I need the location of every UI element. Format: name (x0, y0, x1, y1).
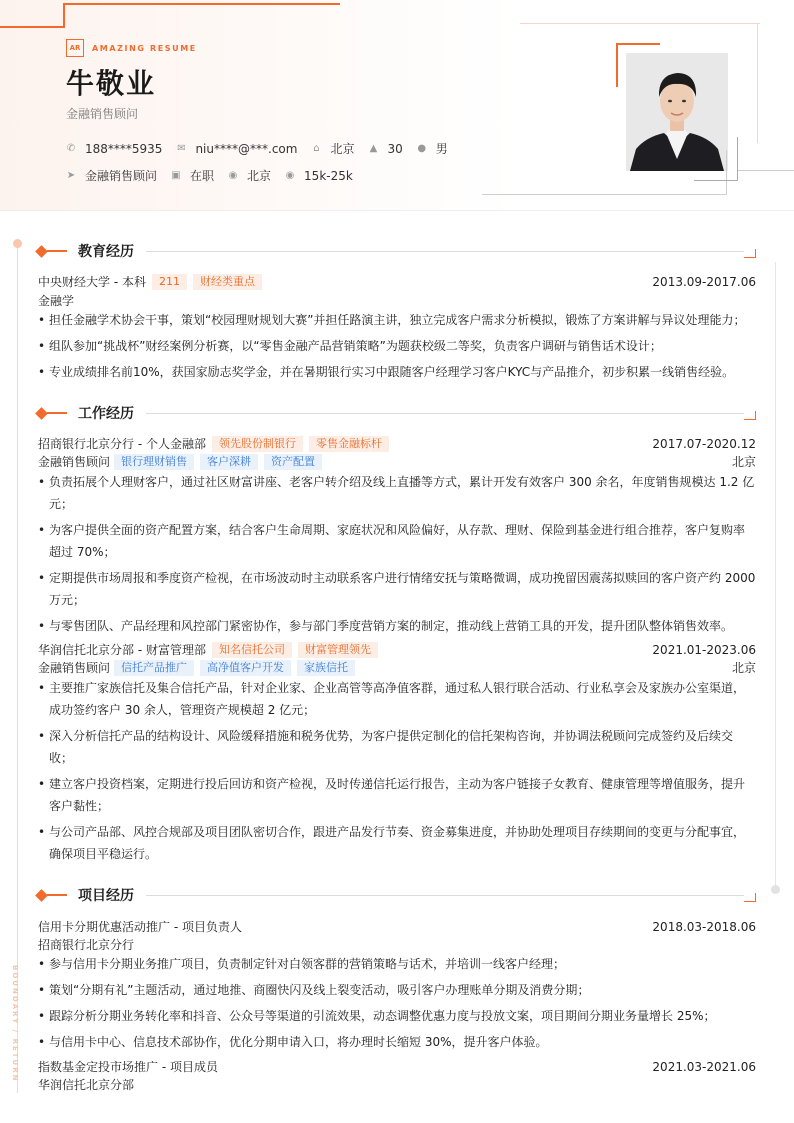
email-value: niu****@***.com (195, 141, 298, 156)
home-icon: ⌂ (313, 143, 320, 154)
company-name: 招商银行北京分行 - 个人金融部 (38, 437, 206, 451)
section-divider (146, 895, 744, 896)
role-name: 金融销售顾问 (38, 661, 111, 675)
title-dash (47, 250, 67, 252)
list-item (38, 677, 756, 721)
role-tag: 家族信托 (297, 660, 355, 676)
resume-header (0, 0, 794, 211)
side-watermark-text: BOUNDARY / RETURN (11, 965, 19, 1083)
phone-value: 188****5935 (85, 141, 163, 156)
age-value: 30 (387, 141, 403, 156)
work-entry-header (38, 641, 756, 658)
work-role-row (38, 453, 756, 470)
list-item-text: 万元； (49, 593, 86, 607)
work-section-title (37, 405, 756, 421)
work-period: 2017.07-2020.12 (652, 436, 756, 451)
location-icon: ◉ (228, 170, 238, 181)
project-org-row (38, 936, 756, 953)
title-dash (47, 894, 67, 896)
role-tag: 信托产品推广 (114, 660, 194, 676)
role-tag: 资产配置 (264, 454, 322, 470)
list-item (38, 615, 756, 637)
list-item: • 专业成绩排名前10%，获国家励志奖学金，并在暑期银行实习中跟随客户经理学习客户KYC与产品推介，初步积累一线销售经验。 (38, 361, 756, 383)
corner-bracket-icon (744, 893, 756, 902)
gender-icon: ● (417, 143, 427, 154)
company-tag: 领先股份制银行 (212, 436, 303, 452)
section-heading: 教育经历 (78, 244, 134, 260)
mail-icon: ✉ (177, 143, 186, 154)
education-period: 2013.09-2017.06 (652, 274, 756, 289)
school-name: 中央财经大学 - 本科 (38, 275, 146, 289)
diamond-icon (35, 889, 48, 902)
section-heading: 项目经历 (78, 888, 134, 904)
education-section-title (37, 243, 756, 259)
role-tag: 高净值客户开发 (200, 660, 291, 676)
role-name: 金融销售顾问 (38, 455, 111, 469)
corner-bracket-icon (744, 249, 756, 258)
list-item-text: 定期提供市场周报和季度资产检视，在市场波动时主动联系客户进行情绪安抚与策略微调，成功挽留因震荡拟赎回的客户资产约 2000 (49, 571, 756, 585)
gender-value: 男 (435, 142, 448, 156)
project-name: 信用卡分期优惠活动推广 - 项目负责人 (38, 920, 242, 934)
project-section-title (37, 887, 756, 903)
role-tag: 客户深耕 (200, 454, 258, 470)
title-dash (47, 412, 67, 414)
intent-city: 北京 (247, 169, 272, 183)
frame-decoration (738, 170, 794, 171)
money-icon: ◉ (285, 170, 295, 181)
project-entry-header (38, 1058, 756, 1075)
list-item-text: 与公司产品部、风控合规部及项目团队密切合作，跟进产品发行节奏、资金募集进度，并协助处理项目存续期间的变更与分配事宜， (49, 825, 746, 839)
project-org: 招商银行北京分行 (38, 938, 135, 952)
list-item (38, 519, 756, 563)
diamond-icon (35, 407, 48, 420)
company-tag: 知名信托公司 (212, 642, 292, 658)
timeline-dot (13, 239, 22, 248)
frame-decoration (482, 194, 726, 195)
project-name: 指数基金定投市场推广 - 项目成员 (38, 1060, 218, 1074)
work-entry-header (38, 435, 756, 452)
company-tag: 财富管理领先 (298, 642, 378, 658)
brand-logo (66, 39, 197, 57)
school-tag: 财经类重点 (193, 274, 262, 290)
list-item-text: 成功签约客户 30 余人，管理资产规模超 2 亿元； (49, 703, 316, 717)
birthday-icon: ▲ (369, 143, 378, 154)
intent-status: 在职 (190, 169, 215, 183)
intent-row (66, 167, 367, 184)
list-item-text: 主要推广家族信托及集合信托产品，针对企业家、企业高管等高净值客群，通过私人银行联合活动、行业私享会及家族办公室渠道， (49, 681, 746, 695)
list-item (38, 725, 756, 769)
section-divider (146, 251, 744, 252)
contact-row (66, 140, 462, 157)
list-item-text: 为客户提供全面的资产配置方案，结合客户生命周期、家庭状况和风险偏好，从存款、理财、保险到基金进行组合推荐，客户复购率 (49, 523, 746, 537)
list-item: • 参与信用卡分期业务推广项目，负责制定针对白领客群的营销策略与话术，并培训一线客户经理； (38, 953, 756, 975)
list-item-text: 收； (49, 751, 74, 765)
frame-decoration (726, 150, 727, 195)
list-item-text: 客户黏性； (49, 799, 110, 813)
project-org-row (38, 1076, 756, 1093)
intent-position: 金融销售顾问 (85, 169, 158, 183)
project-period: 2018.03-2018.06 (652, 919, 756, 934)
list-item-text: 负责拓展个人理财客户，通过社区财富讲座、老客户转介绍及线上直播等方式，累计开发有效客户 300 余名，年度销售规模达 1.2 亿 (49, 475, 755, 489)
corner-decoration (0, 26, 64, 28)
education-major-row (38, 292, 756, 309)
corner-bracket-icon (744, 411, 756, 420)
corner-decoration (63, 3, 65, 28)
intent-salary: 15k-25k (304, 168, 353, 183)
list-item (38, 471, 756, 515)
list-item-text: 确保项目平稳运行。 (49, 847, 158, 861)
diamond-icon (35, 245, 48, 258)
list-item: • 与信用卡中心、信息技术部协作，优化分期申请入口，将办理时长缩短 30%，提升客户体验。 (38, 1031, 756, 1053)
profile-photo (626, 53, 728, 171)
project-period: 2021.03-2021.06 (652, 1059, 756, 1074)
candidate-name: 牛敬业 (66, 67, 157, 100)
candidate-title: 金融销售顾问 (66, 107, 139, 121)
list-item-text: 超过 70%； (49, 545, 116, 559)
company-tag: 零售金融标杆 (309, 436, 389, 452)
phone-icon: ✆ (66, 143, 76, 154)
logo-text: AMAZING RESUME (92, 43, 197, 53)
work-location: 北京 (731, 661, 756, 675)
major: 金融学 (38, 294, 75, 308)
send-icon: ➤ (66, 170, 76, 181)
school-tag: 211 (152, 274, 187, 290)
list-item-text: 与零售团队、产品经理和风控部门紧密协作，参与部门季度营销方案的制定，推动线上营销工具的开发，提升团队整体销售效率。 (49, 619, 734, 633)
frame-decoration (520, 23, 760, 24)
project-entry-header (38, 918, 756, 935)
work-location: 北京 (731, 455, 756, 469)
city-value: 北京 (330, 142, 355, 156)
work-role-row (38, 659, 756, 676)
right-border-dot (771, 885, 780, 894)
section-heading: 工作经历 (78, 406, 134, 422)
corner-decoration (63, 3, 340, 5)
list-item: • 跟踪分析分期业务转化率和抖音、公众号等渠道的引流效果，动态调整优惠力度与投放文案，项目期间分期业务量增长 25%； (38, 1005, 756, 1027)
frame-decoration (694, 180, 738, 181)
list-item-text: 元； (49, 497, 74, 511)
project-org: 华润信托北京分部 (38, 1078, 135, 1092)
list-item: • 策划“分期有礼”主题活动，通过地推、商圈快闪及线上裂变活动，吸引客户办理账单分期及消费分期； (38, 979, 756, 1001)
list-item-text: 建立客户投资档案，定期进行投后回访和资产检视，及时传递信托运行报告，主动为客户链接子女教育、健康管理等增值服务，提升 (49, 777, 746, 791)
frame-decoration (757, 23, 758, 143)
section-divider (146, 413, 744, 414)
list-item: • 担任金融学术协会干事，策划“校园理财规划大赛”并担任路演主讲，独立完成客户需求分析模拟，锻炼了方案讲解与异议处理能力； (38, 309, 756, 331)
education-entry-header (38, 273, 756, 290)
list-item (38, 773, 756, 817)
role-tag: 银行理财销售 (114, 454, 194, 470)
list-item (38, 567, 756, 611)
right-border-line (775, 262, 776, 888)
list-item-text: 深入分析信托产品的结构设计、风险缓释措施和税务优势，为客户提供定制化的信托架构咨询，并协调法税顾问完成签约及后续交 (49, 729, 734, 743)
briefcase-icon: ▣ (171, 170, 181, 181)
list-item: • 组队参加“挑战杯”财经案例分析赛，以“零售金融产品营销策略”为题获校级二等奖，负责客户调研与销售话术设计； (38, 335, 756, 357)
frame-decoration (737, 137, 738, 181)
logo-badge: AR (66, 39, 84, 57)
work-period: 2021.01-2023.06 (652, 642, 756, 657)
company-name: 华润信托北京分部 - 财富管理部 (38, 643, 206, 657)
list-item (38, 821, 756, 865)
